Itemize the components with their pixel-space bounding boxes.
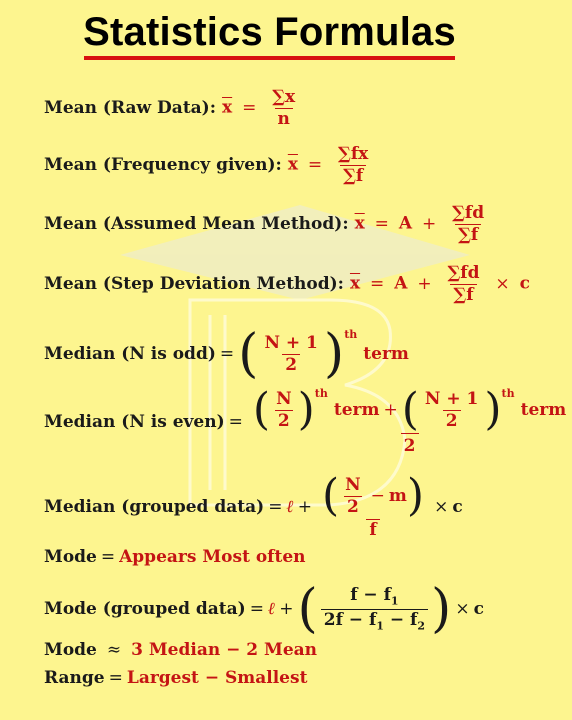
fraction: ( $\frac{N}{2}$ ) $^{th}$ term + ( $\frac{N + 1}{2}$ ) $^{th}$ term 2 — [252, 384, 567, 456]
formula-mean-frequency: Mean (Frequency given): $\overline{x}$ = $\frac{\sum fx}{\sum f}$ — [44, 145, 374, 185]
formula-label: Median (N is odd) — [44, 344, 216, 364]
formula-mean-raw: Mean (Raw Data): $\overline{x}$ = $\frac{\sum x}{n}$ — [44, 88, 301, 128]
page-title: Statistics Formulas — [83, 10, 456, 54]
formula-label: Median (N is even) — [44, 411, 225, 432]
formula-median-odd: Median (N is odd) = ( $\frac{N + 1}{2}$ ) $^{th}$ term — [44, 324, 409, 384]
fraction: $\frac{f - f_1}{2f - f_1 - f_2}$ — [321, 586, 428, 632]
fraction: $\frac{\sum x}{n}$ — [272, 87, 296, 129]
formula-label: Mean (Step Deviation Method): — [44, 274, 344, 295]
fraction: ( $\frac{N}{2}$ − m ) f — [321, 470, 425, 540]
fraction: $\frac{\sum fd}{\sum f}$ — [447, 263, 480, 305]
title-underline — [84, 56, 455, 60]
fraction: $\frac{\sum fx}{\sum f}$ — [338, 144, 369, 186]
formula-mode-approx: Mode ≈ 3 Median − 2 Mean — [44, 640, 318, 660]
formula-label: Mean (Frequency given): — [44, 155, 282, 176]
formula-mode: Mode = Appears Most often — [44, 547, 306, 567]
formula-label: Median (grouped data) — [44, 496, 265, 517]
formula-label: Mean (Raw Data): — [44, 98, 217, 119]
formula-median-even: Median (N is even) = ( $\frac{N}{2}$ ) $^{th}$ term + ( $\frac{N + 1}{2}$ ) $^{th}$ term 2 — [44, 388, 572, 456]
formula-mean-assumed: Mean (Assumed Mean Method): $\overline{x} = A$ + $\frac{\sum fd}{\sum f}$ — [44, 204, 490, 244]
xbar-symbol: $\overline{x}$ — [287, 154, 298, 175]
formula-mode-grouped: Mode (grouped data) = ℓ + ( $\frac{f - f_1}{2f - f_1 - f_2}$ ) × c — [44, 579, 484, 639]
formula-label: Mean (Assumed Mean Method): — [44, 214, 349, 235]
formula-label: Mode (grouped data) — [44, 599, 246, 619]
xbar-symbol: $\overline{x}$ — [222, 97, 233, 118]
formula-label: Range — [44, 668, 105, 688]
formula-median-grouped: Median (grouped data) = ℓ + ( $\frac{N}{2}$ − m ) f × c — [44, 470, 463, 540]
formula-label: Mode — [44, 640, 97, 660]
fraction: $\frac{\sum fd}{\sum f}$ — [452, 203, 485, 245]
formula-range: Range = Largest − Smallest — [44, 668, 308, 688]
xbar-symbol: $\overline{x}$ — [349, 273, 361, 294]
xbar-symbol: $\overline{x}$ — [354, 213, 365, 234]
formula-label: Mode — [44, 547, 97, 567]
formula-mean-step: Mean (Step Deviation Method): $\overline{x} = A$ + $\frac{\sum fd}{\sum f}$ × c — [44, 263, 530, 305]
fraction: $\frac{N + 1}{2}$ — [264, 332, 318, 375]
